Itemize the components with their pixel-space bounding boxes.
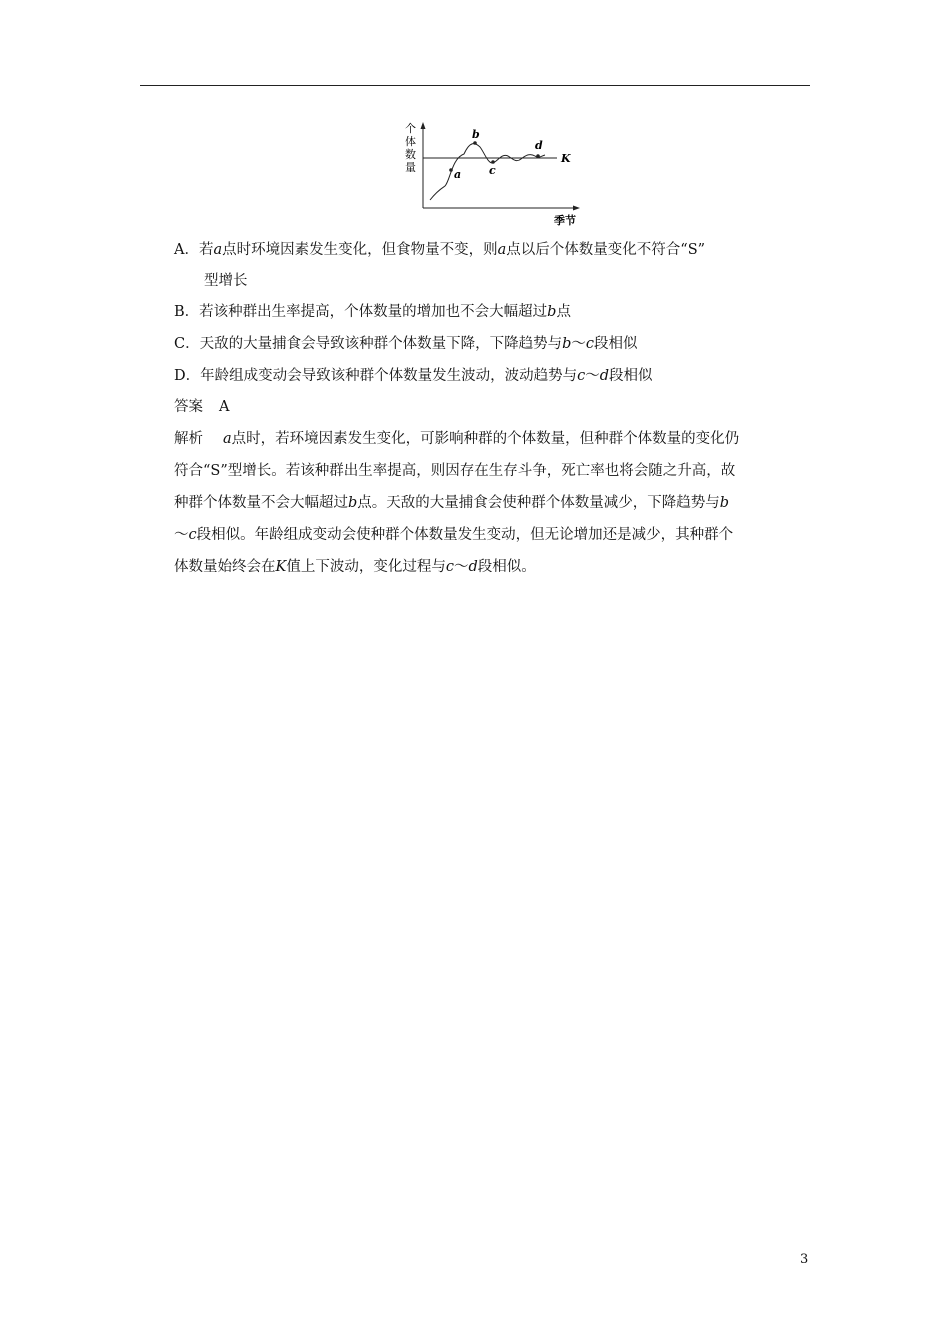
- option-d: D．年龄组成变动会导致该种群个体数量发生波动，波动趋势与c～d段相似: [174, 368, 653, 384]
- analysis-line-5: 体数量始终会在K值上下波动，变化过程与c～d段相似。: [174, 559, 536, 575]
- point-c-label: c: [489, 164, 496, 177]
- point-b-marker: [473, 141, 477, 145]
- analysis-line-4: ～c段相似。年龄组成变动会使种群个体数量发生变动，但无论增加还是减少，其种群个: [174, 527, 734, 543]
- option-a-continued: 型增长: [204, 273, 248, 289]
- point-b-label: b: [472, 128, 480, 141]
- point-a-marker: [449, 168, 453, 172]
- answer-value: A: [219, 399, 230, 415]
- x-axis-label: 季节: [554, 214, 576, 227]
- x-axis-arrow: [573, 206, 580, 211]
- analysis-label: 解析: [174, 431, 203, 447]
- growth-curve-diagram: [380, 118, 610, 228]
- analysis-line-1: 解析 a点时，若环境因素发生变化，可影响种群的个体数量，但种群个体数量的变化仍: [174, 431, 740, 447]
- k-label: K: [561, 152, 571, 165]
- point-d-marker: [536, 154, 540, 158]
- y-label-3: 数: [405, 148, 416, 161]
- y-label-1: 个: [405, 122, 416, 135]
- y-label-4: 量: [405, 161, 416, 174]
- population-growth-figure: [380, 118, 610, 228]
- point-d-label: d: [535, 139, 543, 152]
- answer-label: 答案: [174, 399, 203, 415]
- option-a: A．若a点时环境因素发生变化，但食物量不变，则a点以后个体数量变化不符合“S”: [174, 242, 706, 258]
- analysis-line-2: 符合“S”型增长。若该种群出生率提高，则因存在生存斗争，死亡率也将会随之升高，故: [174, 463, 736, 479]
- option-c: C．天敌的大量捕食会导致该种群个体数量下降，下降趋势与b～c段相似: [174, 336, 638, 352]
- answer-line: [174, 397, 229, 417]
- header-rule: [140, 85, 810, 86]
- page-number: 3: [800, 1252, 809, 1267]
- y-label-2: 体: [405, 135, 416, 148]
- point-a-label: a: [454, 168, 462, 181]
- analysis-line-3: 种群个体数量不会大幅超过b点。天敌的大量捕食会使种群个体数量减少，下降趋势与b: [174, 495, 730, 511]
- y-axis-arrow: [421, 122, 426, 129]
- option-b: B．若该种群出生率提高，个体数量的增加也不会大幅超过b点: [174, 304, 571, 320]
- growth-curve: [430, 144, 545, 200]
